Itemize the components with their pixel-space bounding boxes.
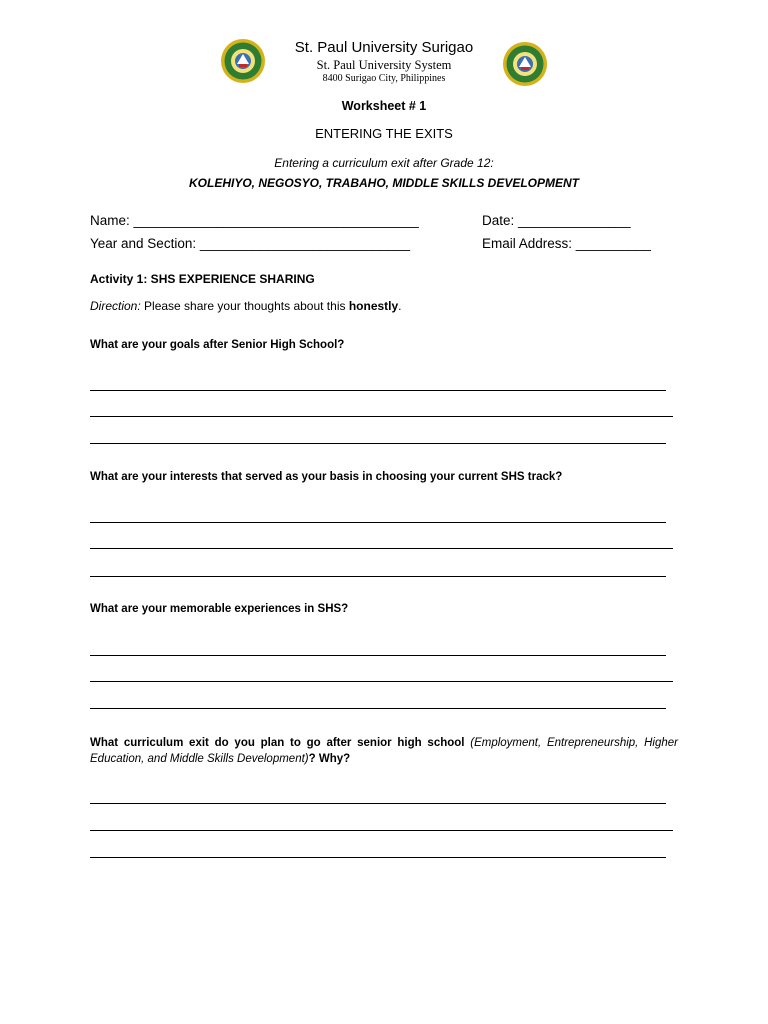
year-section-field[interactable]: Year and Section: ____________________________: [90, 236, 411, 251]
answer-line[interactable]: [90, 655, 666, 656]
answer-line[interactable]: [90, 857, 666, 858]
answer-line[interactable]: [90, 576, 666, 577]
direction-line: [90, 299, 402, 313]
answer-line[interactable]: [90, 443, 666, 444]
answer-line[interactable]: [90, 390, 666, 391]
worksheet-subtitle: Entering a curriculum exit after Grade 12:: [274, 156, 494, 170]
email-field[interactable]: Email Address: __________: [482, 236, 651, 251]
university-name: St. Paul University Surigao: [294, 39, 474, 56]
answer-line[interactable]: [90, 708, 666, 709]
question-2: What are your interests that served as your basis in choosing your current SHS track?: [90, 471, 563, 483]
name-field[interactable]: Name: ______________________________________: [90, 213, 419, 228]
activity-title: Activity 1: SHS EXPERIENCE SHARING: [90, 272, 315, 286]
university-system: St. Paul University System: [316, 58, 452, 72]
answer-line[interactable]: [90, 830, 673, 831]
direction-text: Please share your thoughts about this: [140, 299, 349, 313]
direction-label: Direction:: [90, 299, 141, 313]
question-4: [90, 735, 678, 767]
question-1: What are your goals after Senior High School?: [90, 339, 345, 351]
question-3: What are your memorable experiences in SHS?: [90, 603, 349, 615]
answer-line[interactable]: [90, 803, 666, 804]
question-4-text: What curriculum exit do you plan to go after senior high school: [90, 737, 471, 749]
answer-line[interactable]: [90, 522, 666, 523]
direction-emphasis: honestly: [348, 299, 399, 313]
answer-line[interactable]: [90, 416, 673, 417]
worksheet-number: Worksheet # 1: [341, 99, 427, 113]
question-4-tail: ? Why?: [308, 753, 351, 765]
worksheet-heading: ENTERING THE EXITS: [315, 126, 453, 141]
date-field[interactable]: Date: _______________: [482, 213, 631, 228]
direction-end: .: [398, 299, 402, 313]
university-address: 8400 Surigao City, Philippines: [322, 73, 446, 84]
question-4-options: (Employment, Entrepreneurship, Higher Education, and Middle Skills Development): [90, 737, 678, 765]
answer-line[interactable]: [90, 548, 673, 549]
answer-line[interactable]: [90, 681, 673, 682]
worksheet-tracks: KOLEHIYO, NEGOSYO, TRABAHO, MIDDLE SKILLS DEVELOPMENT: [188, 176, 580, 190]
